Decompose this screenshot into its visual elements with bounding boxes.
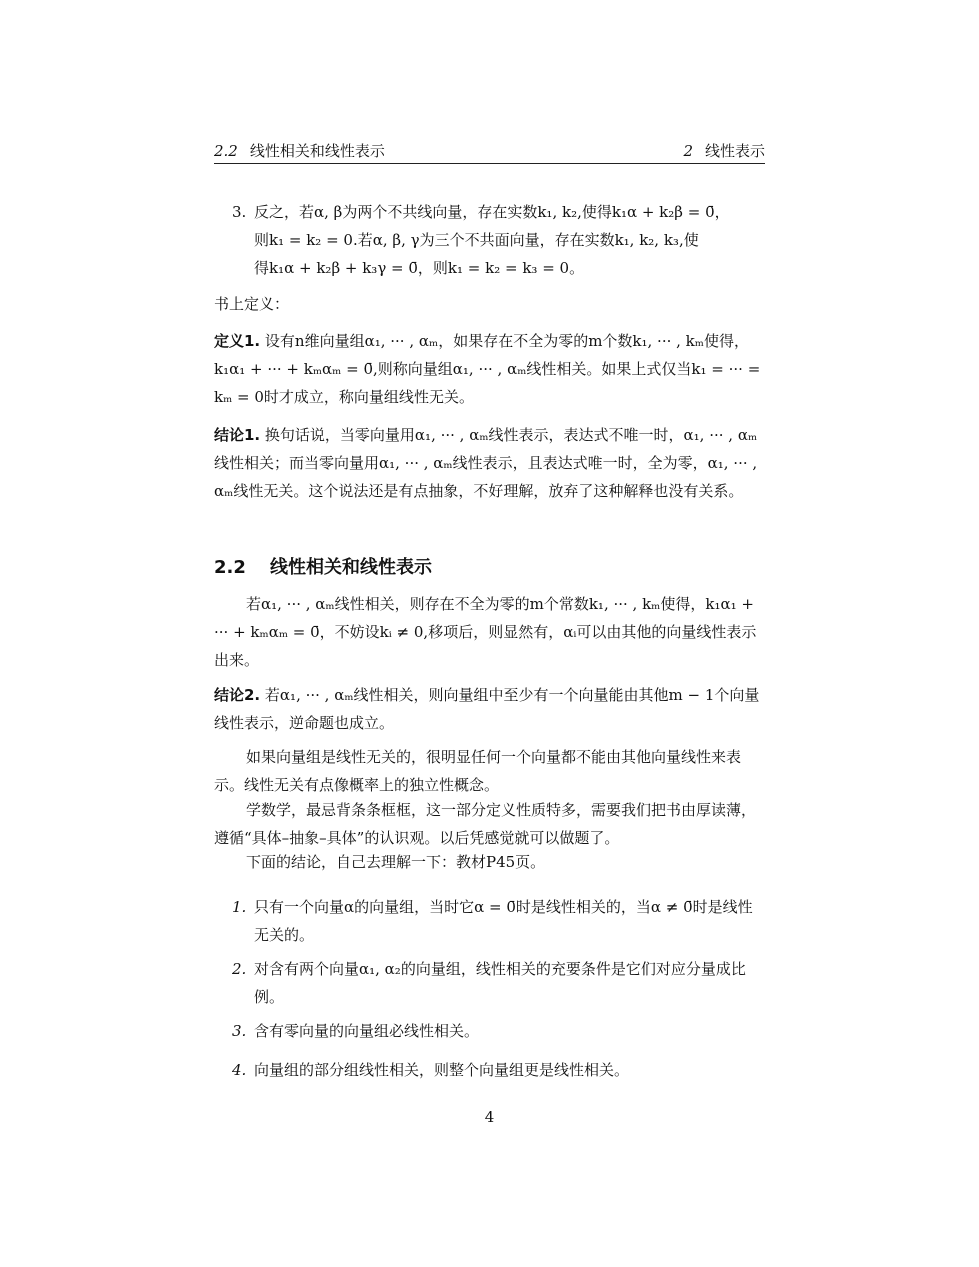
conclusion-1-text: 换句话说，当零向量用α₁, ··· , αₘ线性表示，表达式不唯一时，α₁, ··· , αₘ线性相关；而当零向量用α₁, ··· , αₘ线性表示，且表达式唯一时，全为零，α₁, ··· , αₘ线性无关。这个说法还是有点抽象，不好理解，放弃了这种解释也没有关系。 <box>214 426 758 500</box>
list-item-3b-text: 含有零向量的向量组必线性相关。 <box>254 1022 480 1040</box>
list-item-1-number: 1. <box>232 898 247 916</box>
list-item-4-number: 4. <box>232 1061 247 1079</box>
header-section-number: 2.2 <box>214 142 238 160</box>
paragraph-3: 学数学，最忌背条条框框，这一部分定义性质特多，需要我们把书由厚读薄，遵循“具体–抽象–具体”的认识观。以后凭感觉就可以做题了。 <box>214 801 757 847</box>
page-number: 4 <box>484 1108 495 1126</box>
header-section-title: 线性相关和线性表示 <box>249 142 385 160</box>
conclusion-1-label: 结论1. <box>214 426 261 444</box>
list-item-1-body <box>232 893 765 949</box>
conclusion-2 <box>214 681 765 737</box>
list-item-1-text: 只有一个向量α的向量组，当时它α = 0̄时是线性相关的，当α ≠ 0̄时是线性无关的。 <box>254 898 753 944</box>
list-item-3b-number: 3. <box>232 1022 247 1040</box>
paragraph-1: 若α₁, ··· , αₘ线性相关，则存在不全为零的m个常数k₁, ··· , kₘ使得，k₁α₁ + ··· + kₘαₘ = 0̄，不妨设kᵢ ≠ 0,移项后，则显然有，αᵢ可以由其他的向量线性表示出来。 <box>214 595 757 669</box>
definition-1 <box>214 327 765 411</box>
section-heading <box>214 553 432 579</box>
list-item-2-body <box>232 955 765 1011</box>
item-3-line-1: 反之，若α, β为两个不共线向量，存在实数k₁, k₂,使得k₁α + k₂β = 0̄， <box>254 203 730 221</box>
section-title: 线性相关和线性表示 <box>270 557 432 578</box>
conclusion-1 <box>214 421 765 505</box>
list-item-2 <box>232 955 765 1011</box>
header-chapter-title: 线性表示 <box>704 142 765 160</box>
book-definition-label: 书上定义： <box>214 295 290 313</box>
header-right <box>683 140 765 161</box>
conclusion-2-text: 若α₁, ··· , αₘ线性相关，则向量组中至少有一个向量能由其他m − 1个向量线性表示，逆命题也成立。 <box>214 686 760 732</box>
list-item-2-number: 2. <box>232 960 247 978</box>
header-chapter-number: 2 <box>683 142 693 160</box>
header-left <box>214 140 385 161</box>
item-3-line-2: 则k₁ = k₂ = 0.若α, β, γ为三个不共面向量，存在实数k₁, k₂, k₃,使 <box>254 231 699 249</box>
list-item-2-text: 对含有两个向量α₁, α₂的向量组，线性相关的充要条件是它们对应分量成比例。 <box>254 960 746 1006</box>
paragraph-4: 下面的结论，自己去理解一下：教材P45页。 <box>246 853 546 871</box>
list-item-4-body <box>232 1056 765 1084</box>
conclusion-2-label: 结论2. <box>214 686 261 704</box>
running-header <box>214 137 765 164</box>
item-3-line-3: 得k₁α + k₂β + k₃γ = 0̄，则k₁ = k₂ = k₃ = 0。 <box>254 259 585 277</box>
item-3-number: 3. <box>232 203 247 221</box>
list-item-1 <box>232 893 765 949</box>
list-item-4-text: 向量组的部分组线性相关，则整个向量组更是线性相关。 <box>254 1061 630 1079</box>
definition-1-label: 定义1. <box>214 332 261 350</box>
section-number: 2.2 <box>214 557 246 578</box>
list-item-3 <box>232 198 765 282</box>
list-item-3b <box>232 1017 765 1045</box>
paragraph-2: 如果向量组是线性无关的，很明显任何一个向量都不能由其他向量线性来表示。线性无关有点像概率上的独立性概念。 <box>214 748 742 794</box>
list-item-4 <box>232 1056 765 1084</box>
list-item-3b-body <box>232 1017 765 1045</box>
document-page <box>214 0 765 1267</box>
item-3-body <box>232 198 765 282</box>
definition-1-text: 设有n维向量组α₁, ··· , αₘ，如果存在不全为零的m个数k₁, ··· , kₘ使得，k₁α₁ + ··· + kₘαₘ = 0̄,则称向量组α₁, ··· , αₘ线性相关。如果上式仅当k₁ = ··· = kₘ = 0时才成立，称向量组线性无关。 <box>214 332 761 406</box>
